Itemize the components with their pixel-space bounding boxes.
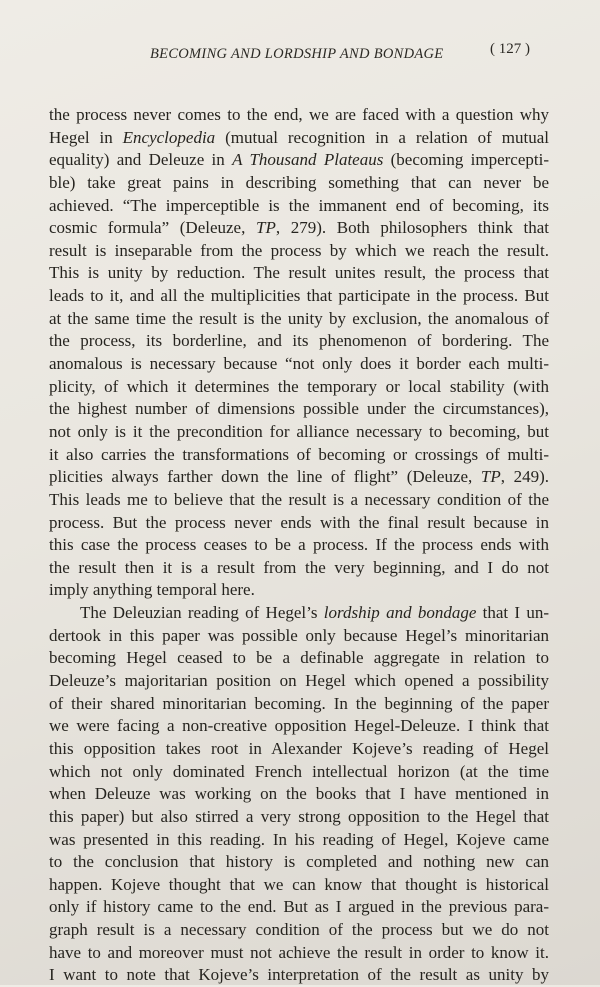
text-run: it also carries the transformations of becoming or crossings of multi- bbox=[49, 444, 549, 464]
text-line bbox=[49, 783, 549, 806]
running-head bbox=[150, 41, 570, 68]
text-run: imply anything temporal here. bbox=[49, 580, 255, 600]
text-run: (becoming impercepti- bbox=[383, 150, 549, 170]
text-line bbox=[49, 308, 549, 331]
text-run: happen. Kojeve thought that we can know that thought is historical bbox=[49, 874, 549, 894]
text-line bbox=[49, 104, 549, 127]
text-line bbox=[49, 919, 549, 942]
text-line bbox=[49, 896, 549, 919]
text-run: dertook in this paper was possible only because Hegel’s minoritarian bbox=[49, 625, 549, 645]
text-line bbox=[49, 172, 549, 195]
text-line bbox=[49, 285, 549, 308]
text-run: this paper) but also stirred a very strong opposition to the Hegel that bbox=[49, 806, 549, 826]
text-line bbox=[49, 489, 549, 512]
running-title: BECOMING AND LORDSHIP AND BONDAGE bbox=[150, 46, 444, 62]
text-run: Hegel in bbox=[49, 127, 123, 147]
body-text bbox=[49, 104, 549, 987]
text-run: result is inseparable from the process by which we reach the result. bbox=[49, 240, 549, 260]
text-line bbox=[49, 761, 549, 784]
text-run: only if history came to the end. But as I argued in the previous para- bbox=[49, 897, 549, 917]
text-run: , 279). Both philosophers think that bbox=[275, 218, 549, 238]
text-line bbox=[49, 149, 549, 172]
text-line bbox=[49, 942, 549, 965]
italic-text: TP bbox=[480, 467, 501, 487]
text-line bbox=[49, 534, 549, 557]
text-run: , 249). bbox=[500, 467, 549, 487]
text-line bbox=[49, 466, 549, 489]
text-line bbox=[49, 398, 549, 421]
italic-text: Encyclopedia bbox=[122, 127, 216, 147]
text-run: leads to it, and all the multiplicities that participate in the process. But bbox=[49, 286, 549, 306]
text-line bbox=[49, 806, 549, 829]
text-line bbox=[49, 195, 549, 218]
text-run: which not only dominated French intellectual horizon (at the time bbox=[49, 761, 549, 781]
text-run: not only is it the precondition for alliance necessary to becoming, but bbox=[49, 421, 549, 441]
text-line bbox=[49, 579, 549, 602]
text-run: this opposition takes root in Alexander Kojeve’s reading of Hegel bbox=[49, 738, 549, 758]
text-run: we were facing a non-creative opposition Hegel-Deleuze. I think that bbox=[49, 716, 549, 736]
text-run: ble) take great pains in describing something that can never be bbox=[49, 172, 549, 192]
text-line bbox=[49, 851, 549, 874]
text-line bbox=[49, 625, 549, 648]
text-line bbox=[49, 240, 549, 263]
text-run: (mutual recognition in a relation of mutual bbox=[215, 127, 549, 147]
text-line bbox=[49, 444, 549, 467]
text-line bbox=[49, 738, 549, 761]
text-run: cosmic formula” (Deleuze, bbox=[49, 218, 256, 238]
text-line bbox=[49, 262, 549, 285]
text-run: plicities always farther down the line of flight” (Deleuze, bbox=[49, 467, 481, 487]
text-run: the result then it is a result from the very beginning, and I do not bbox=[49, 557, 549, 577]
text-run: to the conclusion that history is completed and nothing new can bbox=[49, 852, 549, 872]
text-run: process. But the process never ends with the final result because in bbox=[49, 512, 549, 532]
text-line bbox=[49, 874, 549, 897]
italic-text: A Thousand Plateaus bbox=[232, 150, 384, 170]
text-run: achieved. “The imperceptible is the immanent end of becoming, its bbox=[49, 195, 549, 215]
text-run: This is unity by reduction. The result unites result, the process that bbox=[49, 263, 549, 283]
paragraph bbox=[49, 104, 549, 602]
text-run: The Deleuzian reading of Hegel’s bbox=[80, 603, 324, 623]
text-run: equality) and Deleuze in bbox=[49, 150, 233, 170]
text-run: the highest number of dimensions possible under the circumstances), bbox=[49, 399, 549, 419]
text-line bbox=[49, 557, 549, 580]
text-run: of their shared minoritarian becoming. In the beginning of the paper bbox=[49, 693, 549, 713]
text-line bbox=[49, 376, 549, 399]
text-run: plicity, of which it determines the temporary or local stability (with bbox=[49, 376, 549, 396]
text-line bbox=[49, 217, 549, 240]
text-run: graph result is a necessary condition of the process but we do not bbox=[49, 920, 549, 940]
italic-text: lordship and bondage bbox=[323, 603, 477, 623]
paragraph bbox=[49, 602, 549, 987]
text-line bbox=[49, 330, 549, 353]
text-line bbox=[49, 512, 549, 535]
page-number: ( 127 ) bbox=[490, 41, 530, 57]
text-line bbox=[49, 829, 549, 852]
text-line bbox=[49, 715, 549, 738]
text-run: I want to note that Kojeve’s interpretation of the result as unity by bbox=[49, 965, 549, 985]
italic-text: TP bbox=[255, 218, 276, 238]
text-run: the process never comes to the end, we are faced with a question why bbox=[49, 105, 549, 124]
text-run: becoming Hegel ceased to be a definable aggregate in relation to bbox=[49, 648, 549, 668]
text-line bbox=[49, 421, 549, 444]
text-run: when Deleuze was working on the books that I have mentioned in bbox=[49, 784, 549, 804]
text-run: the process, its borderline, and its phenomenon of bordering. The bbox=[49, 331, 549, 351]
text-run: Deleuze’s majoritarian position on Hegel which opened a possibility bbox=[49, 671, 549, 691]
text-run: this case the process ceases to be a process. If the process ends with bbox=[49, 535, 549, 555]
text-line bbox=[49, 353, 549, 376]
text-line bbox=[49, 693, 549, 716]
text-run: at the same time the result is the unity by exclusion, the anomalous of bbox=[49, 308, 549, 328]
text-line bbox=[49, 964, 549, 987]
text-line bbox=[49, 602, 549, 625]
text-run: was presented in this reading. In his reading of Hegel, Kojeve came bbox=[49, 829, 549, 849]
text-line bbox=[49, 670, 549, 693]
text-line bbox=[49, 647, 549, 670]
text-run: have to and moreover must not achieve the result in order to know it. bbox=[49, 942, 549, 962]
text-line bbox=[49, 127, 549, 150]
text-run: that I un- bbox=[476, 603, 550, 623]
text-run: This leads me to believe that the result is a necessary condition of the bbox=[49, 489, 549, 509]
text-run: anomalous is necessary because “not only does it border each multi- bbox=[49, 354, 549, 374]
